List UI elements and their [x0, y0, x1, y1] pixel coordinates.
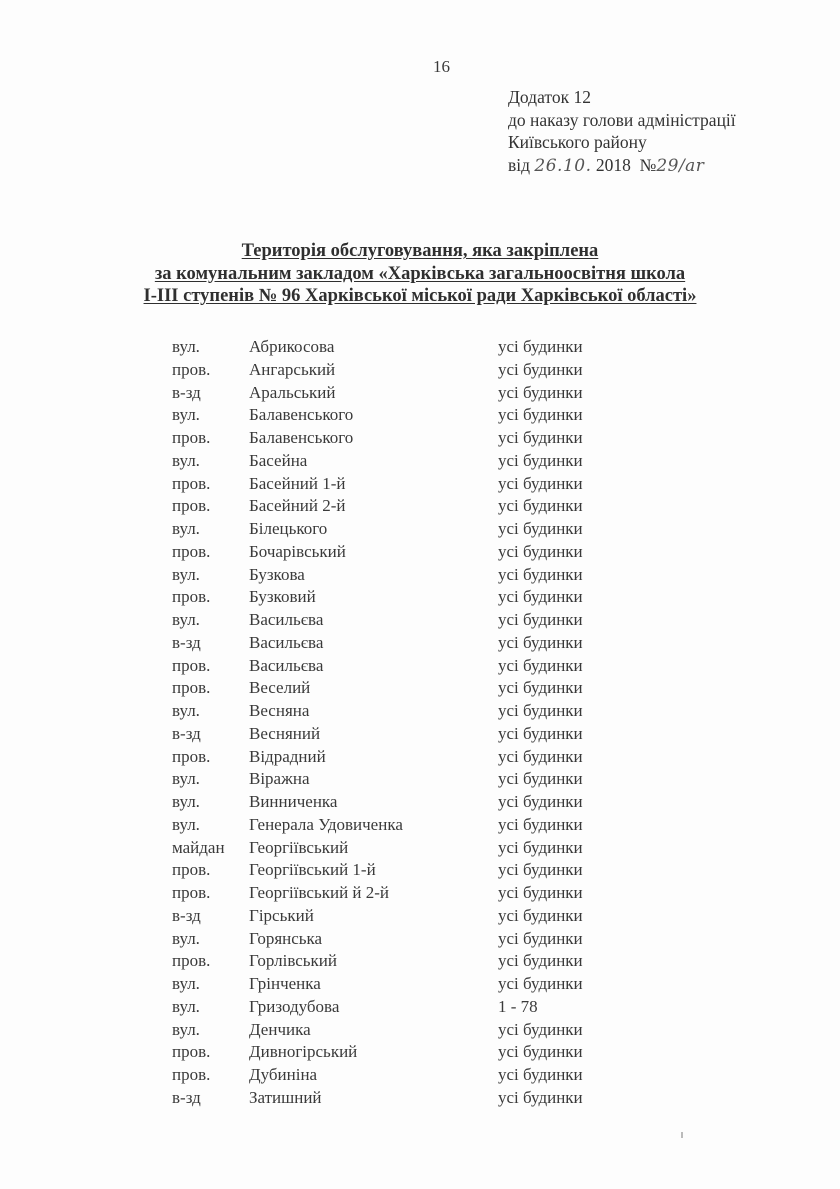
- appendix-header: [508, 86, 736, 177]
- street-name: Білецького: [249, 519, 328, 538]
- street-type: пров.: [172, 587, 211, 607]
- houses-range: усі будинки: [498, 746, 583, 766]
- title-line-3: І-ІІІ ступенів № 96 Харківської міської ради Харківської області»: [143, 286, 697, 306]
- street-type: пров.: [172, 541, 211, 561]
- street-type: вул.: [172, 814, 200, 834]
- street-type: в-зд: [172, 1087, 201, 1107]
- street-name: Абрикосова: [249, 337, 335, 356]
- appendix-date-line: [508, 154, 736, 178]
- houses-range: усі будинки: [498, 405, 583, 425]
- street-type: пров.: [172, 428, 211, 447]
- street-name: Бочарівський: [249, 541, 346, 561]
- street-name: Басейний 1-й: [249, 473, 346, 493]
- houses-range: усі будинки: [498, 564, 583, 584]
- street-name: Дивногірський: [249, 1042, 358, 1062]
- street-type: вул.: [172, 519, 200, 538]
- street-name: Гризодубова: [249, 996, 340, 1016]
- street-type: вул.: [172, 450, 200, 470]
- houses-range: усі будинки: [498, 883, 583, 902]
- houses-range: усі будинки: [498, 905, 583, 925]
- houses-range: усі будинки: [498, 428, 583, 447]
- title-line-2: за комунальним закладом «Харківська загальноосвітня школа: [154, 263, 686, 284]
- street-type: вул.: [172, 928, 200, 948]
- street-name: Балавенського: [249, 405, 354, 425]
- street-type: майдан: [172, 837, 225, 857]
- street-name: Басейна: [249, 450, 308, 470]
- street-name: Георгіївський й 2-й: [249, 883, 390, 902]
- street-type: вул.: [172, 701, 200, 720]
- houses-range: усі будинки: [498, 473, 583, 493]
- houses-range: усі будинки: [498, 587, 583, 607]
- street-name: Відрадний: [249, 746, 326, 766]
- street-name: Бузкова: [249, 564, 305, 584]
- houses-range: 1 - 78: [498, 996, 538, 1016]
- street-name: Васильєва: [249, 655, 324, 675]
- street-type: пров.: [172, 860, 211, 880]
- street-name: Затишний: [249, 1087, 322, 1107]
- houses-range: усі будинки: [498, 814, 583, 834]
- document-title: [0, 240, 840, 308]
- street-name: Басейний 2-й: [249, 496, 346, 516]
- page-number: 16: [433, 57, 450, 76]
- handwritten-date: 26.10.: [534, 155, 592, 176]
- street-name: Георгіївський: [249, 837, 349, 857]
- houses-range: усі будинки: [498, 1019, 583, 1039]
- houses-range: усі будинки: [498, 1042, 583, 1062]
- houses-range: усі будинки: [498, 1087, 583, 1107]
- street-type: вул.: [172, 792, 200, 811]
- houses-range: усі будинки: [498, 496, 583, 516]
- houses-range: усі будинки: [498, 610, 583, 629]
- houses-range: усі будинки: [498, 678, 583, 698]
- appendix-order-reference: до наказу голови адміністрації: [508, 109, 736, 130]
- street-name: Васильєва: [249, 610, 324, 629]
- street-type: в-зд: [172, 905, 201, 925]
- street-type: вул.: [172, 974, 200, 993]
- street-name: Винниченка: [249, 792, 338, 811]
- street-name: Аральський: [249, 382, 336, 402]
- street-type: пров.: [172, 1065, 211, 1084]
- houses-range: усі будинки: [498, 769, 583, 789]
- houses-range: усі будинки: [498, 632, 583, 652]
- title-line-1: Територія обслуговування, яка закріплена: [241, 241, 599, 261]
- houses-range: усі будинки: [498, 951, 583, 971]
- houses-range: усі будинки: [498, 541, 583, 561]
- handwritten-order-number: 29/ar: [656, 155, 705, 176]
- street-type: пров.: [172, 746, 211, 766]
- street-name: Ангарський: [249, 359, 336, 379]
- street-name: Денчика: [249, 1019, 311, 1039]
- houses-range: усі будинки: [498, 723, 583, 743]
- street-type: пров.: [172, 359, 211, 379]
- street-type: вул.: [172, 405, 200, 425]
- houses-range: усі будинки: [498, 792, 583, 811]
- street-name: Дубиніна: [249, 1065, 318, 1084]
- street-type: пров.: [172, 883, 211, 902]
- street-type: вул.: [172, 610, 200, 629]
- street-name: Горянська: [249, 928, 323, 948]
- street-name: Васильєва: [249, 632, 324, 652]
- street-name: Бузковий: [249, 587, 316, 607]
- street-name: Георгіївський 1-й: [249, 860, 376, 880]
- street-name: Віражна: [249, 769, 310, 789]
- houses-range: усі будинки: [498, 701, 583, 720]
- street-name: Весняна: [249, 701, 310, 720]
- street-name: Веселий: [249, 678, 311, 698]
- street-type: вул.: [172, 996, 200, 1016]
- street-name: Горлівський: [249, 951, 337, 971]
- houses-range: усі будинки: [498, 860, 583, 880]
- appendix-label: Додаток 12: [508, 87, 591, 107]
- number-sign: №: [639, 154, 657, 175]
- street-name: Генерала Удовиченка: [249, 814, 403, 834]
- street-type: в-зд: [172, 723, 201, 743]
- year: 2018: [595, 154, 631, 175]
- houses-range: усі будинки: [498, 1065, 583, 1084]
- street-type: пров.: [172, 496, 211, 516]
- street-type: вул.: [172, 1019, 200, 1039]
- street-type: пров.: [172, 1042, 211, 1062]
- street-type: вул.: [172, 564, 200, 584]
- street-type: пров.: [172, 678, 211, 698]
- street-type: вул.: [172, 769, 200, 789]
- street-name: Грінченка: [249, 974, 321, 993]
- houses-range: усі будинки: [498, 974, 583, 993]
- houses-range: усі будинки: [498, 519, 583, 538]
- appendix-district: Київського району: [508, 132, 647, 152]
- houses-range: усі будинки: [498, 359, 583, 379]
- houses-range: усі будинки: [498, 450, 583, 470]
- street-type: пров.: [172, 473, 211, 493]
- street-name: Балавенського: [249, 428, 354, 447]
- houses-range: усі будинки: [498, 837, 583, 857]
- houses-range: усі будинки: [498, 382, 583, 402]
- street-name: Гірський: [249, 905, 314, 925]
- street-name: Весняний: [249, 723, 321, 743]
- date-prefix: від: [508, 154, 531, 175]
- scan-artifact: [681, 1132, 683, 1138]
- street-type: вул.: [172, 337, 200, 356]
- street-type: пров.: [172, 951, 211, 971]
- houses-range: усі будинки: [498, 655, 583, 675]
- street-type: пров.: [172, 655, 211, 675]
- street-type: в-зд: [172, 632, 201, 652]
- street-type: в-зд: [172, 382, 201, 402]
- houses-range: усі будинки: [498, 928, 583, 948]
- houses-range: усі будинки: [498, 337, 583, 356]
